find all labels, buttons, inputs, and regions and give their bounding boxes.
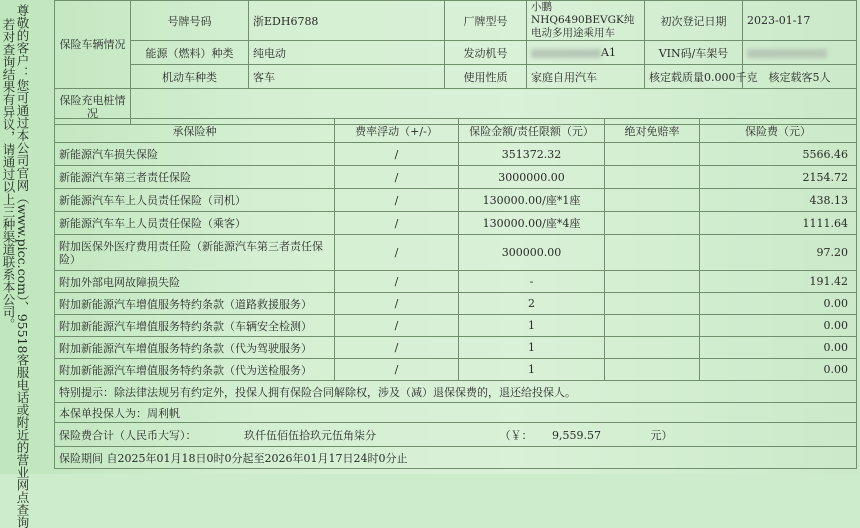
premium: 0.00 xyxy=(700,359,857,381)
special-note: 特别提示：除法律法规另有约定外，投保人拥有保险合同解除权，涉及（减）退保保费的，退还给投保人。 xyxy=(55,381,857,403)
deductible xyxy=(605,143,700,166)
rate: / xyxy=(335,235,459,271)
premium: 97.20 xyxy=(700,235,857,271)
rate: / xyxy=(335,143,459,166)
deductible xyxy=(605,166,700,189)
plate-value: 浙EDH6788 xyxy=(249,1,445,41)
deductible xyxy=(605,359,700,381)
side-notice xyxy=(0,4,30,528)
premium: 1111.64 xyxy=(700,212,857,235)
table-row xyxy=(55,315,857,337)
amount: 3000000.00 xyxy=(459,166,605,189)
rate: / xyxy=(335,337,459,359)
coverage-name: 新能源汽车车上人员责任保险（司机） xyxy=(55,189,335,212)
coverage-name: 附加新能源汽车增值服务特约条款（车辆安全检测） xyxy=(55,315,335,337)
usage-label: 使用性质 xyxy=(445,65,527,89)
premium: 2154.72 xyxy=(700,166,857,189)
amount: 130000.00/座*1座 xyxy=(459,189,605,212)
vehicle-type-value: 客车 xyxy=(249,65,445,89)
premium-total-row xyxy=(55,423,857,447)
total-words: 玖仟伍佰伍拾玖元伍角柒分 xyxy=(244,428,376,442)
amount: 1 xyxy=(459,359,605,381)
usage-value: 家庭自用汽车 xyxy=(527,65,645,89)
table-row xyxy=(55,359,857,381)
total-number: 9,559.57 xyxy=(552,428,601,442)
table-row xyxy=(55,235,857,271)
coverage-name: 新能源汽车车上人员责任保险（乘客） xyxy=(55,212,335,235)
side-notice-line-1: 尊敬的客户：您可通过本公司官网（www.picc.com）、95518客服电话或附近的营业网点查询 xyxy=(15,4,30,528)
coverage-name: 附加外部电网故障损失险 xyxy=(55,271,335,293)
reg-date-value: 2023-01-17 xyxy=(743,1,857,41)
coverage-name: 附加新能源汽车增值服务特约条款（代为送检服务） xyxy=(55,359,335,381)
table-row xyxy=(55,166,857,189)
model-value: 小鹏NHQ6490BEVGK纯电动多用途乘用车 xyxy=(527,1,645,41)
rate: / xyxy=(335,189,459,212)
premium: 0.00 xyxy=(700,337,857,359)
premium: 0.00 xyxy=(700,293,857,315)
insurance-period: 保险期间 自2025年01月18日0时0分起至2026年01月17日24时0分止 xyxy=(55,447,857,469)
premium: 191.42 xyxy=(700,271,857,293)
total-symbol: （￥： xyxy=(499,428,533,442)
redacted-mark xyxy=(531,49,601,58)
fuel-value: 纯电动 xyxy=(249,41,445,65)
fuel-label: 能源（燃料）种类 xyxy=(131,41,249,65)
header-coverage: 承保险种 xyxy=(55,119,335,143)
amount: 130000.00/座*4座 xyxy=(459,212,605,235)
header-premium: 保险费（元） xyxy=(700,119,857,143)
reg-date-label: 初次登记日期 xyxy=(645,1,743,41)
amount: 2 xyxy=(459,293,605,315)
vehicle-info-table xyxy=(54,0,857,125)
rate: / xyxy=(335,315,459,337)
coverage-header-row xyxy=(55,119,857,143)
redacted-mark xyxy=(747,49,827,58)
coverage-name: 新能源汽车损失保险 xyxy=(55,143,335,166)
vin-value xyxy=(743,41,857,65)
amount: 300000.00 xyxy=(459,235,605,271)
rate: / xyxy=(335,271,459,293)
deductible xyxy=(605,315,700,337)
coverage-name: 附加新能源汽车增值服务特约条款（代为驾驶服务） xyxy=(55,337,335,359)
vin-label: VIN码/车架号 xyxy=(645,41,743,65)
engine-value xyxy=(527,41,645,65)
vehicle-section-label: 保险车辆情况 xyxy=(55,1,131,89)
amount: - xyxy=(459,271,605,293)
rate: / xyxy=(335,293,459,315)
premium: 0.00 xyxy=(700,315,857,337)
engine-label: 发动机号 xyxy=(445,41,527,65)
table-row xyxy=(55,271,857,293)
deductible xyxy=(605,212,700,235)
table-row xyxy=(55,189,857,212)
table-row xyxy=(55,293,857,315)
amount: 1 xyxy=(459,337,605,359)
total-unit: 元） xyxy=(650,428,673,442)
premium: 5566.46 xyxy=(700,143,857,166)
vehicle-type-label: 机动车种类 xyxy=(131,65,249,89)
deductible xyxy=(605,235,700,271)
header-amount: 保险金额/责任限额（元） xyxy=(459,119,605,143)
premium: 438.13 xyxy=(700,189,857,212)
amount: 1 xyxy=(459,315,605,337)
header-deductible: 绝对免赔率 xyxy=(605,119,700,143)
plate-label: 号牌号码 xyxy=(131,1,249,41)
total-label: 保险费合计（人民币大写）： xyxy=(59,428,197,442)
coverage-name: 附加新能源汽车增值服务特约条款（道路救援服务） xyxy=(55,293,335,315)
deductible xyxy=(605,189,700,212)
coverage-table xyxy=(54,118,857,469)
coverage-name: 新能源汽车第三者责任保险 xyxy=(55,166,335,189)
mass-value: 核定载质量0.000千克 xyxy=(645,65,743,89)
seats-value: 核定载客5人 xyxy=(743,65,857,89)
coverage-name: 附加医保外医疗费用责任险（新能源汽车第三者责任保险） xyxy=(55,235,335,271)
table-row xyxy=(55,143,857,166)
engine-value-text: A1 xyxy=(601,46,616,59)
header-rate: 费率浮动（+/-） xyxy=(335,119,459,143)
charging-section-label: 保险充电桩情况 xyxy=(55,89,131,125)
deductible xyxy=(605,337,700,359)
rate: / xyxy=(335,212,459,235)
deductible xyxy=(605,293,700,315)
rate: / xyxy=(335,359,459,381)
table-row xyxy=(55,212,857,235)
model-label: 厂牌型号 xyxy=(445,1,527,41)
rate: / xyxy=(335,166,459,189)
deductible xyxy=(605,271,700,293)
applicant-line: 本保单投保人为：周利帆 xyxy=(55,403,857,423)
amount: 351372.32 xyxy=(459,143,605,166)
side-notice-line-2: 若对查询结果有异议，请通过以上三种渠道联系本公司。 xyxy=(1,18,16,331)
table-row xyxy=(55,337,857,359)
